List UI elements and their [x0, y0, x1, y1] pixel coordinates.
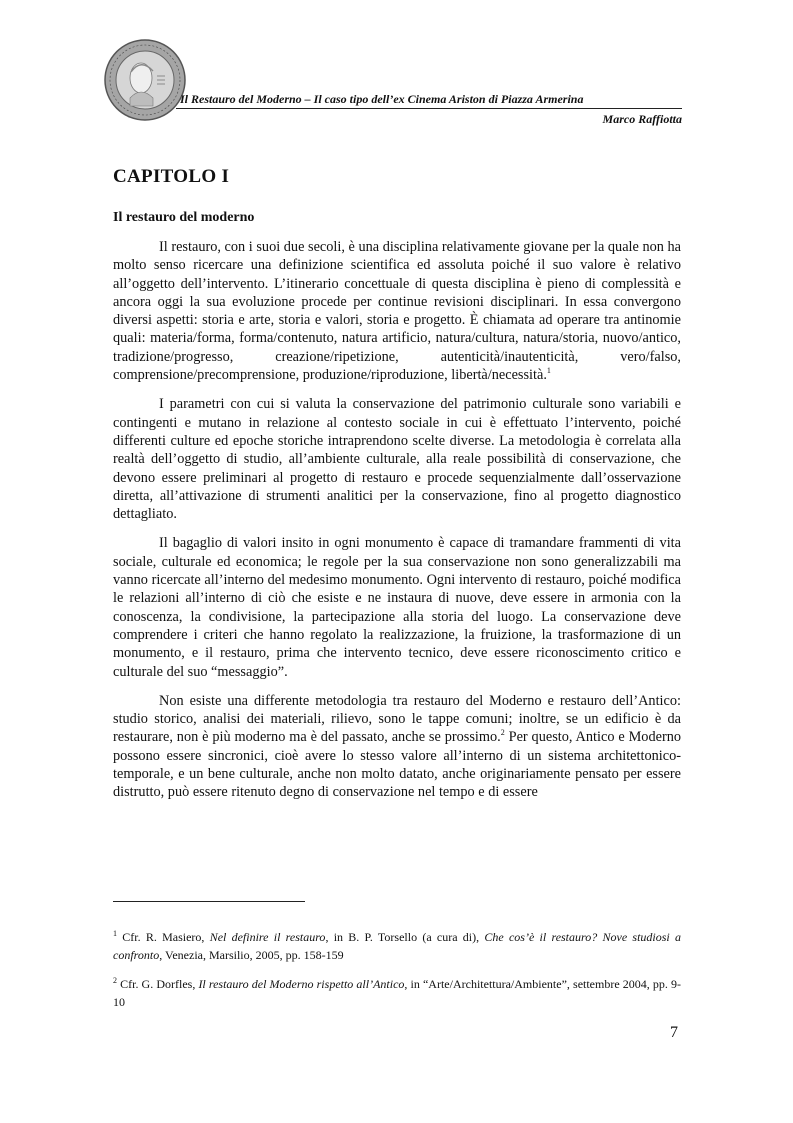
footnote	[113, 928, 681, 964]
running-header-title: Il Restauro del Moderno – Il caso tipo dell’ex Cinema Ariston di Piazza Armerina	[180, 92, 584, 106]
footnote-reference: 1	[546, 366, 551, 376]
header-divider	[176, 108, 682, 109]
paragraph-text: Per questo, Antico e Moderno possono essere sincronici, cioè avere lo stesso valore all’interno di un sistema architettonico-temporale, e un bene culturale, anche non molto datato, anche originariamente pensato per essere distrutto, può essere ritenuto degno di conservazione nel tempo e di essere	[113, 729, 681, 801]
university-seal-logo	[103, 38, 187, 122]
footnote-text: Cfr. R. Masiero,	[117, 930, 210, 944]
footnote-text: , in B. P. Torsello (a cura di),	[325, 930, 485, 944]
footnote-number: 2	[113, 976, 117, 985]
running-header-author: Marco Raffiotta	[602, 112, 682, 126]
paragraph-text: I parametri con cui si valuta la conservazione del patrimonio culturale sono variabili e contingenti e mutano in relazione al contesto sociale in cui è effettuato l’intervento, poiché differenti culture ed epoche storiche intraprendono scelte diverse. La metodologia è correlata alla realtà dell’oggetto di studio, all’ambiente culturale, alla reale possibilità di conservazione, che devono essere preliminari al progetto di restauro e procede sequenzialmente dall’osservazione diretta, all’attivazione di strumenti analitici per la conservazione, fino al progetto diagnostico dettagliato.	[113, 396, 681, 523]
footnote	[113, 975, 681, 1011]
paragraph	[113, 395, 681, 523]
footnotes	[113, 928, 681, 1022]
footnote-reference: 2	[500, 728, 505, 738]
footnote-text: , in “Arte/Architettura/Ambiente”, settembre 2004, pp. 9-10	[113, 977, 681, 1009]
footnote-text: , Venezia, Marsilio, 2005, pp. 158-159	[159, 948, 344, 962]
chapter-title: CAPITOLO I	[113, 166, 230, 187]
paragraph-text: Non esiste una differente metodologia tra restauro del Moderno e restauro dell’Antico: studio storico, analisi dei materiali, rilievo, sono le tappe comuni; inoltre, se un edificio è da restaurare, non è più moderno ma è del passato, anche se prossimo.	[113, 692, 681, 746]
footnote-title: Che cos’è il restauro? Nove studiosi a confronto	[113, 930, 682, 962]
paragraph	[113, 692, 681, 802]
footnote-number: 1	[113, 929, 117, 938]
page-number: 7	[670, 1024, 678, 1041]
paragraph-text: Il restauro, con i suoi due secoli, è una disciplina relativamente giovane per la quale non ha molto senso ricercare una definizione scientifica ed assoluta poiché il suo valore è relativo all’oggetto dell’intervento. L’itinerario concettuale di questa disciplina è pieno di complessità e ancora oggi la sua evoluzione procede per continue revisioni disciplinari. In essa convergono diversi aspetti: storia e arte, storia e valori, storia e progetto. È chiamata ad operare tra antinomie quali: materia/forma, forma/contenuto, natura artificio, natura/cultura, natura/storia, nuovo/antico, tradizione/progresso, creazione/ripetizione, autenticità/inautenticità, vero/falso, comprensione/precomprensione, produzione/riproduzione, libertà/necessità.	[113, 239, 681, 384]
footnote-text: Cfr. G. Dorfles,	[117, 977, 199, 991]
footnote-divider	[113, 901, 305, 902]
paragraph	[113, 534, 681, 680]
section-title: Il restauro del moderno	[113, 210, 255, 225]
body-text	[113, 238, 681, 813]
paragraph-text: Il bagaglio di valori insito in ogni monumento è capace di tramandare frammenti di vita sociale, culturale ed economica; le regole per la sua conservazione non sono generalizzabili ma vanno ricercate all’interno del medesimo monumento. Ogni intervento di restauro, poiché modifica le relazioni all’interno di ciò che esiste e ne instaura di nuove, deve essere in armonia con la conoscenza, la condivisione, la partecipazione alla storia del luogo. La conservazione deve comprendere i criteri che hanno regolato la realizzazione, la fruizione, la trasformazione di un monumento, e il restauro, prima che intervento tecnico, deve essere riconoscimento critico e culturale del suo “messaggio”.	[113, 535, 681, 680]
paragraph	[113, 238, 681, 384]
footnote-title: Nel definire il restauro	[209, 930, 326, 944]
footnote-title: Il restauro del Moderno rispetto all’Antico	[198, 977, 405, 991]
